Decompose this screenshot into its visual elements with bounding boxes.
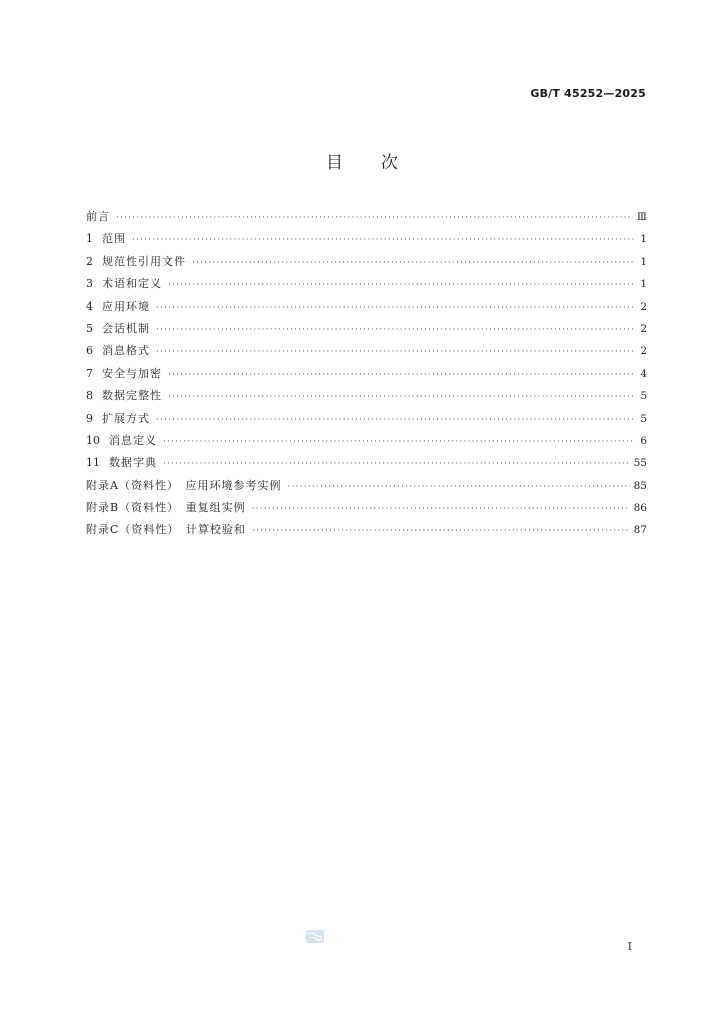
toc-entry-1[interactable]	[86, 228, 647, 250]
table-of-contents	[86, 206, 647, 542]
toc-entry-label: 术语和定义	[102, 277, 162, 291]
toc-entry-number: 6	[86, 344, 93, 358]
toc-entry-label: 附录C（资料性） 计算校验和	[86, 523, 246, 537]
toc-leader-dots	[163, 453, 630, 475]
toc-leader-dots	[287, 476, 629, 498]
toc-leader-dots	[252, 520, 630, 542]
toc-entry-label: 会话机制	[102, 321, 150, 335]
toc-entry-label: 附录A（资料性） 应用环境参考实例	[86, 478, 282, 492]
toc-entry-page: 86	[633, 502, 647, 515]
toc-leader-dots	[116, 207, 633, 229]
toc-entry-appendix-c[interactable]	[86, 519, 647, 541]
toc-entry-number: 1	[86, 232, 93, 246]
toc-entry-number: 7	[86, 366, 93, 380]
toc-leader-dots	[156, 319, 635, 341]
page-number: I	[627, 940, 632, 953]
toc-leader-dots	[156, 297, 635, 319]
toc-entry-11[interactable]	[86, 452, 647, 474]
toc-entry-3[interactable]	[86, 273, 647, 295]
toc-entry-page: 87	[633, 524, 647, 537]
toc-entry-number: 3	[86, 277, 93, 291]
toc-entry-7[interactable]	[86, 363, 647, 385]
toc-entry-page: 2	[640, 345, 647, 358]
toc-entry-label: 数据完整性	[102, 389, 162, 403]
toc-entry-number: 5	[86, 321, 93, 335]
toc-entry-label: 应用环境	[102, 299, 150, 313]
toc-entry-appendix-b[interactable]	[86, 497, 647, 519]
toc-entry-6[interactable]	[86, 340, 647, 362]
toc-entry-page: 5	[640, 412, 647, 425]
toc-entry-label: 附录B（资料性） 重复组实例	[86, 501, 246, 515]
toc-leader-dots	[163, 431, 635, 453]
toc-leader-dots	[168, 274, 635, 296]
toc-entry-8[interactable]	[86, 385, 647, 407]
title-char-2: 次	[381, 153, 398, 173]
sac-logo-icon	[305, 928, 325, 945]
toc-entry-foreword[interactable]	[86, 206, 647, 228]
page-title	[0, 148, 724, 173]
toc-entry-number: 10	[86, 433, 100, 447]
toc-entry-5[interactable]	[86, 318, 647, 340]
toc-entry-label: 消息定义	[109, 433, 157, 447]
toc-entry-page: 6	[640, 434, 647, 447]
toc-entry-label: 消息格式	[102, 344, 150, 358]
toc-leader-dots	[252, 498, 630, 520]
toc-leader-dots	[156, 341, 635, 363]
toc-leader-dots	[192, 252, 635, 274]
toc-leader-dots	[168, 364, 635, 386]
toc-entry-10[interactable]	[86, 430, 647, 452]
toc-entry-page: 1	[640, 278, 647, 291]
toc-entry-page: 4	[640, 367, 647, 380]
toc-entry-label: 规范性引用文件	[102, 254, 186, 268]
standard-code: GB/T 45252—2025	[530, 87, 646, 100]
toc-entry-page: 1	[640, 233, 647, 246]
toc-entry-label: 扩展方式	[102, 411, 150, 425]
toc-entry-number: 2	[86, 254, 93, 268]
toc-entry-page: 2	[640, 322, 647, 335]
toc-entry-page: 5	[640, 390, 647, 403]
toc-entry-label: 前言	[86, 210, 110, 223]
toc-entry-label: 数据字典	[109, 456, 157, 470]
toc-entry-page: 1	[640, 255, 647, 268]
toc-entry-label: 安全与加密	[102, 366, 162, 380]
toc-entry-page: 2	[640, 300, 647, 313]
toc-entry-appendix-a[interactable]	[86, 475, 647, 497]
toc-entry-number: 4	[86, 299, 93, 313]
toc-entry-page: Ⅲ	[636, 211, 647, 223]
toc-entry-9[interactable]	[86, 408, 647, 430]
toc-entry-page: 85	[633, 479, 647, 492]
toc-entry-page: 55	[633, 457, 647, 470]
title-char-1: 目	[326, 153, 343, 173]
toc-entry-number: 8	[86, 389, 93, 403]
toc-entry-number: 9	[86, 411, 93, 425]
toc-entry-2[interactable]	[86, 251, 647, 273]
toc-leader-dots	[168, 386, 635, 408]
toc-leader-dots	[156, 409, 635, 431]
toc-entry-4[interactable]	[86, 296, 647, 318]
toc-entry-label: 范围	[102, 232, 126, 246]
toc-leader-dots	[132, 229, 635, 251]
toc-entry-number: 11	[86, 456, 100, 470]
